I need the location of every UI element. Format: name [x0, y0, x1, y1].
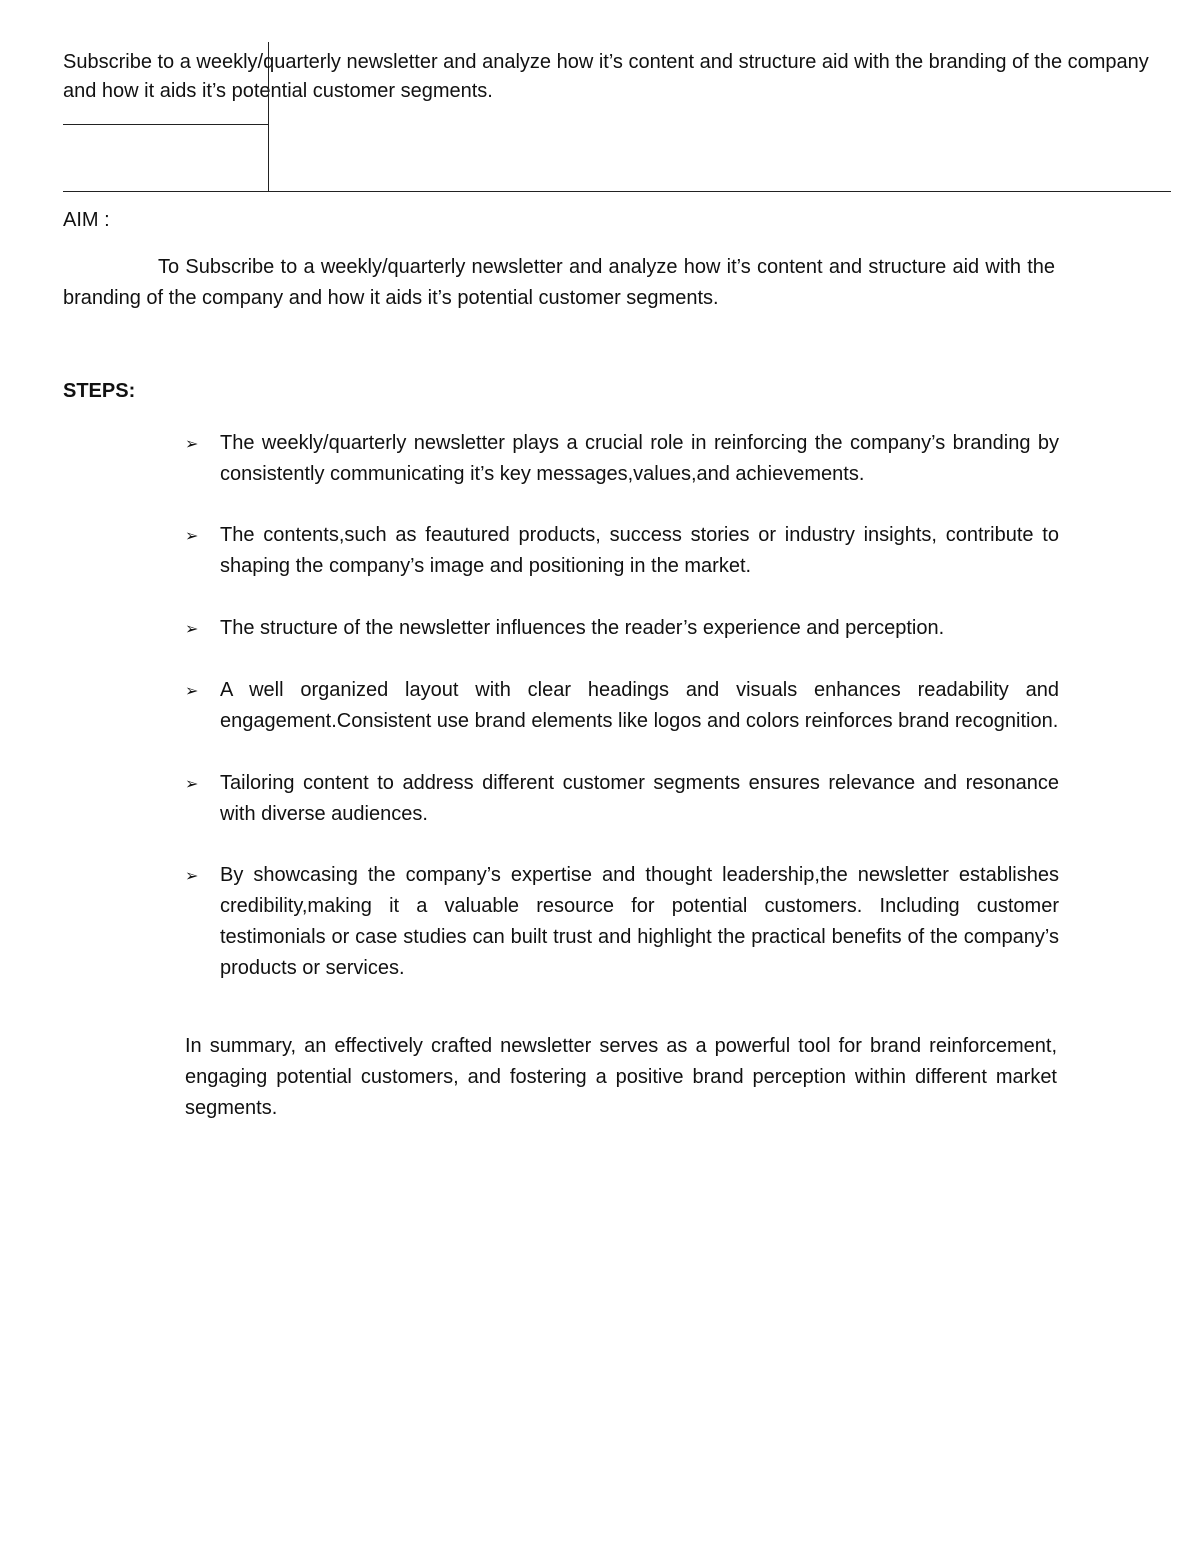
step-text: Tailoring content to address different customer segments ensures relevance and resonance with diverse audiences.	[220, 772, 1059, 825]
aim-text: To Subscribe to a weekly/quarterly newsletter and analyze how it’s content and structure aid with the branding of the company and how it aids it’s potential customer segments.	[63, 256, 1055, 309]
step-item	[185, 613, 1059, 644]
arrowhead-bullet-icon: ➢	[185, 681, 199, 700]
header-vertical-rule	[268, 42, 269, 192]
arrowhead-bullet-icon: ➢	[185, 774, 199, 793]
step-text: The contents,such as feautured products, success stories or industry insights, contribute to shaping the company’s image and positioning in the market.	[220, 524, 1059, 577]
step-text: The structure of the newsletter influences the reader’s experience and perception.	[220, 617, 945, 639]
aim-heading: AIM :	[63, 209, 110, 231]
arrowhead-bullet-icon: ➢	[185, 434, 199, 453]
step-item	[185, 428, 1059, 490]
step-text: A well organized layout with clear headings and visuals enhances readability and engagement.Consistent use brand elements like logos and colors reinforces brand recognition.	[220, 679, 1059, 732]
step-item	[185, 768, 1059, 830]
step-item	[185, 675, 1059, 737]
header-title: Subscribe to a weekly/quarterly newsletter and analyze how it’s content and structure aid with the branding of the company and how it aids it’s potential customer segments.	[63, 51, 1149, 102]
arrowhead-bullet-icon: ➢	[185, 526, 199, 545]
steps-heading: STEPS:	[63, 380, 136, 402]
step-item	[185, 520, 1059, 582]
header-short-rule	[63, 124, 269, 125]
header-bottom-rule	[63, 191, 1171, 192]
step-text: By showcasing the company’s expertise and thought leadership,the newsletter establishes credibility,making it a valuable resource for potential customers. Including customer testimonials or case studies can built trust and highlight the practical benefits of the company’s products or services.	[220, 864, 1059, 979]
arrowhead-bullet-icon: ➢	[185, 619, 199, 638]
step-text: The weekly/quarterly newsletter plays a crucial role in reinforcing the company’s branding by consistently communicating it’s key messages,values,and achievements.	[220, 432, 1059, 485]
step-item	[185, 860, 1059, 984]
summary-paragraph: In summary, an effectively crafted newsletter serves as a powerful tool for brand reinforcement, engaging potential customers, and fostering a positive brand perception within different market segments.	[185, 1035, 1057, 1119]
arrowhead-bullet-icon: ➢	[185, 866, 199, 885]
